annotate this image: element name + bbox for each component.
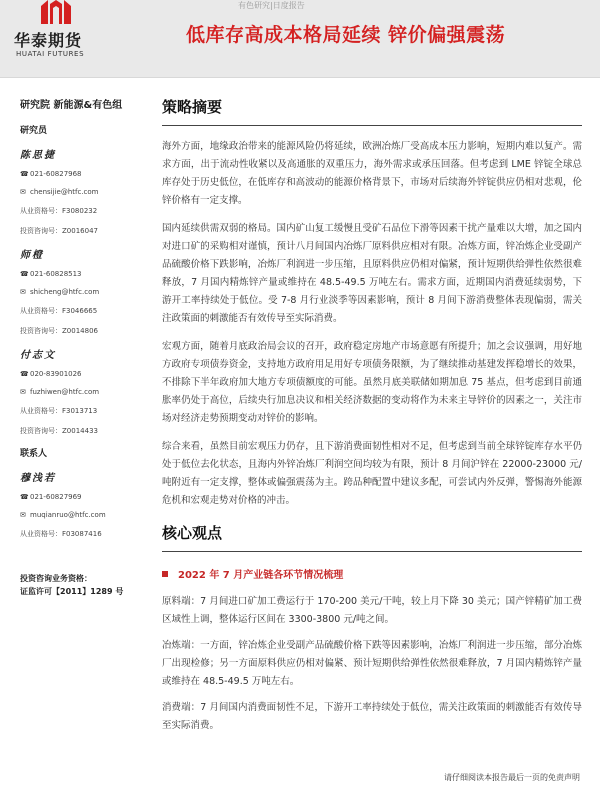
email-row[interactable]: ✉ chensijie@htfc.com [20, 188, 99, 196]
email-row[interactable]: ✉ muqianruo@htfc.com [20, 511, 106, 519]
phone-icon: ☎ [20, 270, 29, 278]
license-row: 从业资格号：F3080232 [20, 207, 98, 215]
summary-paragraph: 宏观方面，随着月底政治局会议的召开，政府稳定房地产市场意愿有所提升；加之会议强调，用好地方政府专项债券资金，支持地方政府用足用好专项债务限额，为了继续推动基建发挥稳增长的效果，不排除下半年政府加大地方专项债额度的可能。虽然月底美联储如期加息 75 基点，但考虑到目前通胀率仍处于高位，后续央行加息决议和相关经济数据的变动将作为未来主导锌价的因素之一，关注市场对经济走势预期变动对锌价的影响。 [162, 341, 582, 424]
invest-license-row: 投资咨询号：Z0014806 [20, 327, 98, 335]
phone-icon: ☎ [20, 370, 29, 378]
email-icon: ✉ [20, 388, 26, 396]
invest-license-row: 投资咨询号：Z0014433 [20, 427, 98, 435]
researcher-label: 研究员 [20, 126, 48, 136]
phone-row: ☎ 021-60827969 [20, 493, 82, 501]
core-paragraph: 冶炼端：一方面，锌冶炼企业受副产品硫酸价格下跌等因素影响，冶炼厂利润进一步压缩，部分冶炼厂出现检修；另一方面原料供应仍相对偏紧、预计短期供给弹性依然很难释放，7 月国内精炼锌产量或维持在 48.5-49.5 万吨左右。 [162, 640, 582, 687]
qualification-block [20, 572, 148, 598]
email-row[interactable]: ✉ fuzhiwen@htfc.com [20, 388, 100, 396]
contact-name: 穆浅若 [20, 473, 56, 484]
analyst-card [20, 146, 148, 236]
report-header [0, 0, 600, 78]
analyst-name: 陈思捷 [20, 150, 56, 161]
core-title: 核心观点 [162, 524, 223, 542]
report-title: 低库存高成本格局延续 锌价偏强震荡 [186, 24, 506, 46]
core-paragraph: 消费端：7 月间国内消费面韧性不足，下游开工率持续处于低位，需关注政策面的刺激能否有效传导至实际消费。 [162, 702, 582, 731]
square-bullet-icon [162, 571, 168, 577]
invest-license-row: 投资咨询号：Z0016047 [20, 227, 98, 235]
main-content [162, 96, 582, 735]
analyst-card [20, 246, 148, 336]
qualification-line: 投资咨询业务资格： [20, 574, 92, 583]
summary-paragraph: 国内延续供需双弱的格局。国内矿山复工缓慢且受矿石品位下滑等因素干扰产量难以大增，加之国内对进口矿的采购相对谨慎，预计八月间国内冶炼厂原料供应相对有限。冶炼方面，锌冶炼企业受副产品硫酸价格下跌影响，冶炼厂利润进一步压缩，且原料供应仍相对偏紧，预计短期供给弹性依然很难释放，7 月国内精炼锌产量或维持在 48.5-49.5 万吨左右。需求方面，近期国内消费延续弱势，下游开工率持续处于低位。受 7-8 月行业淡季等因素影响，预计 8 月间下游消费整体表现偏弱，需关注政策面的刺激能否有效传导至实际消费。 [162, 223, 582, 324]
contact-card [20, 469, 148, 539]
email-icon: ✉ [20, 288, 26, 296]
phone-icon: ☎ [20, 493, 29, 501]
phone-row: ☎ 021-60828513 [20, 270, 82, 278]
logo-text-en: HUATAI FUTURES [16, 50, 85, 58]
author-sidebar [20, 96, 148, 549]
report-category: 有色研究|日度报告 [238, 1, 305, 10]
email-icon: ✉ [20, 511, 26, 519]
analyst-name: 付志文 [20, 350, 56, 361]
core-paragraph: 原料端：7 月间进口矿加工费运行于 170-200 美元/干吨，较上月下降 30 美元；国产锌精矿加工费区域性上调，整体运行区间在 3300-3800 元/吨之间。 [162, 596, 582, 625]
contact-label: 联系人 [20, 449, 48, 459]
license-row: 从业资格号：F3013713 [20, 407, 98, 415]
email-icon: ✉ [20, 188, 26, 196]
email-row[interactable]: ✉ shicheng@htfc.com [20, 288, 100, 296]
analyst-card [20, 346, 148, 436]
summary-paragraph: 海外方面，地缘政治带来的能源风险仍将延续，欧洲冶炼厂受高成本压力影响，短期内难以复产。需求方面，出于流动性收紧以及高通胀的双重压力，海外需求或承压回落。但考虑到 LME 锌锭全球总库存处于历史低位，在低库存和高波动的能源价格背景下，市场对后续海外锌锭供应仍相对悲观，伦锌价格有一定支撑。 [162, 141, 582, 206]
logo-text-cn: 华泰期货 [14, 31, 83, 50]
license-row: 从业资格号：F03087416 [20, 530, 102, 538]
qualification-line: 证监许可【2011】1289 号 [20, 587, 124, 596]
phone-row: ☎ 021-60827968 [20, 170, 82, 178]
disclaimer-note: 请仔细阅读本报告最后一页的免责声明 [444, 773, 580, 782]
phone-icon: ☎ [20, 170, 29, 178]
logo-mark-icon [41, 0, 71, 24]
license-row: 从业资格号：F3046665 [20, 307, 98, 315]
department: 研究院 新能源&有色组 [20, 100, 123, 111]
core-subheading: 2022 年 7 月产业链各环节情况梳理 [162, 566, 582, 581]
summary-title: 策略摘要 [162, 98, 223, 116]
summary-paragraph: 综合来看，虽然目前宏观压力仍存，且下游消费面韧性相对不足，但考虑到当前全球锌锭库存水平仍处于低位去化状态，且海内外锌冶炼厂利润空间均较为有限，预计 8 月间沪锌在 22000-23000 元/吨附近有一定支撑，整体或偏强震荡为主。跨品种配置中建议多配，可尝试内外反弹，警惕海外能源危机和宏观走势对价格的冲击。 [162, 441, 582, 506]
analyst-name: 师橙 [20, 250, 44, 261]
company-logo [14, 0, 104, 72]
phone-row: ☎ 020-83901026 [20, 370, 82, 378]
